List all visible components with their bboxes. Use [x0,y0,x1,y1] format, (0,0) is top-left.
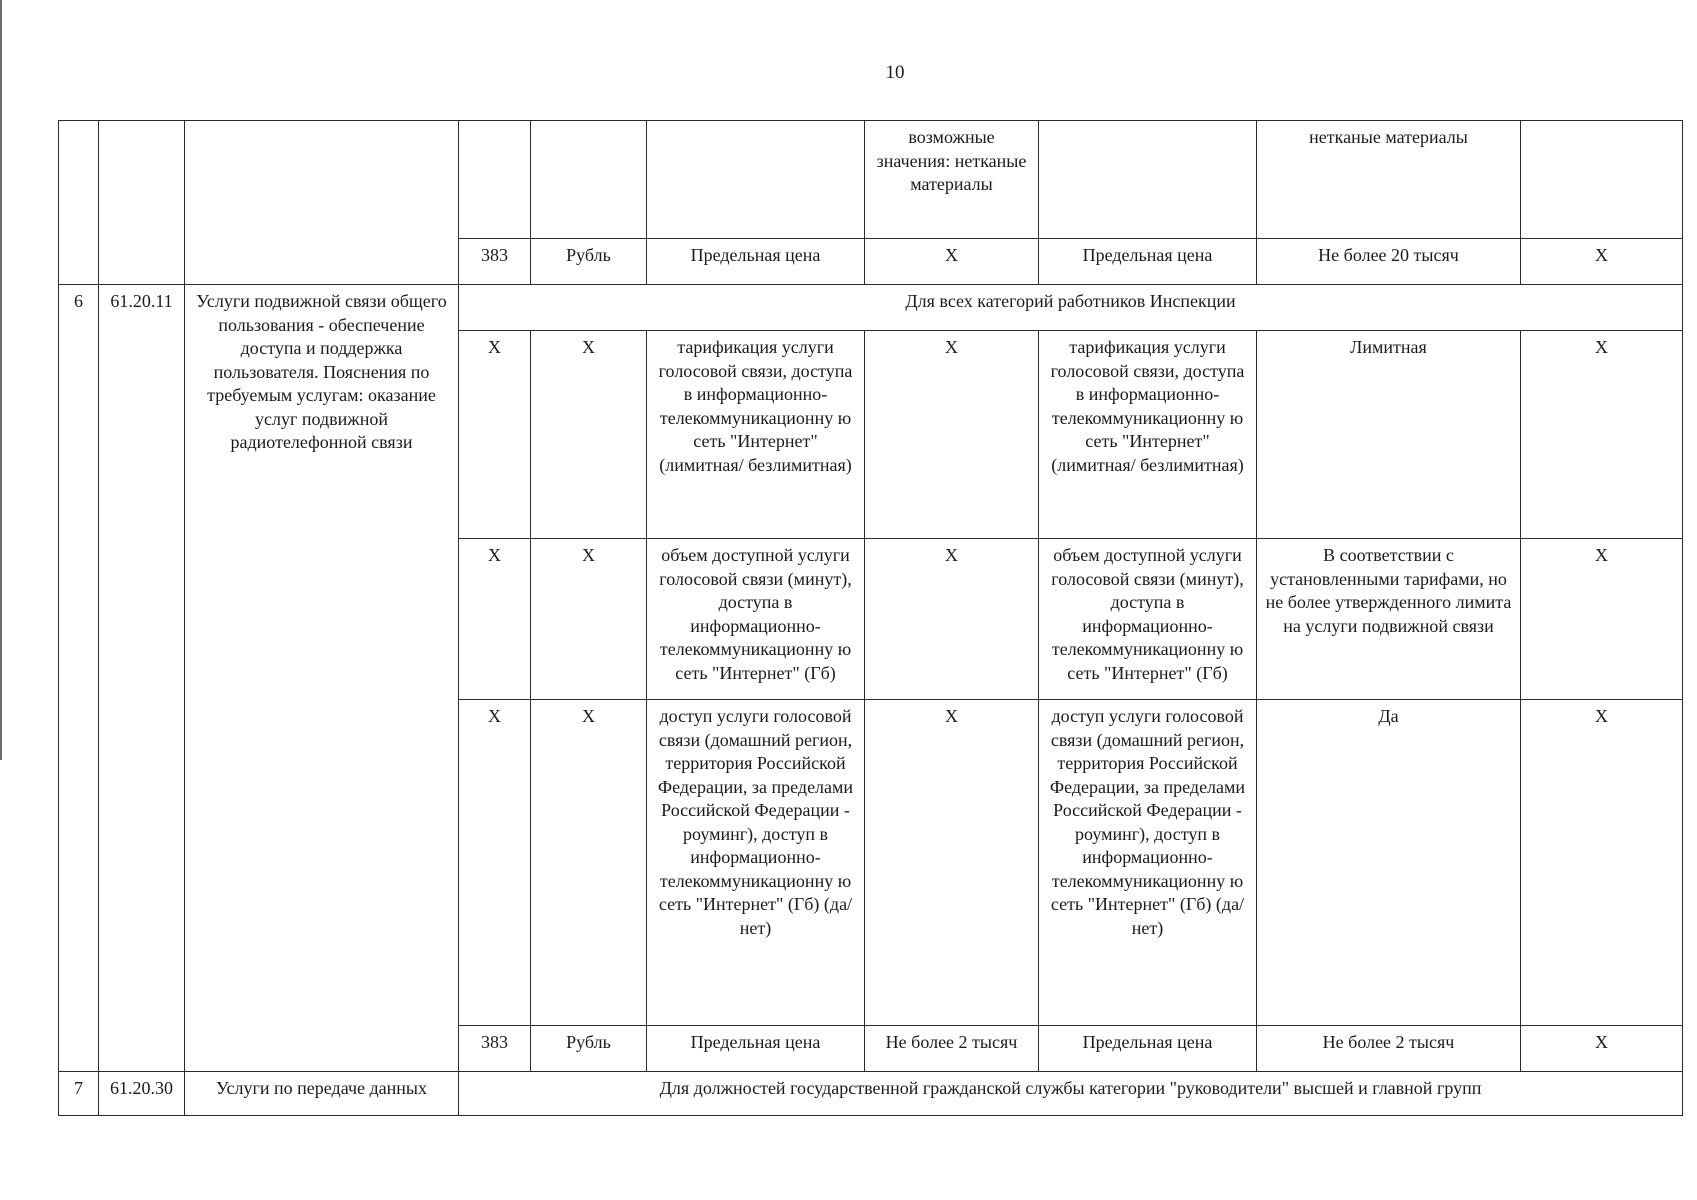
cell-value: Не более 2 тысяч [865,1026,1039,1072]
cell-value-cont: нетканые материалы [1257,121,1521,239]
cell-okei-code: 383 [459,1026,531,1072]
cell-item-name-cont [185,700,459,1072]
cell-okei-code: X [459,331,531,539]
cell-char-cont [647,121,865,239]
cell-value: Да [1257,700,1521,1026]
cell-num-cont [59,121,99,285]
table-row-item-7 [59,1072,1683,1116]
cell-okei-unit: Рубль [531,239,647,285]
requirements-table [58,120,1683,1116]
cell-char-values-cont: возможные значения: нетканые материалы [865,121,1039,239]
cell-code-cont [459,121,531,239]
cell-name-cont [185,121,459,285]
cell-characteristic: доступ услуги голосовой связи (домашний регион, территория Российской Федерации, за пределами Российской Федерации - роуминг), доступ в информационно-телекоммуникационну ю сеть "Интернет" (Гб) (да/нет) [1039,700,1257,1026]
cell-item-name: Услуги подвижной связи общего пользования - обеспечение доступа и поддержка пользователя. Пояснения по требуемым услугам: оказание услуг подвижной радиотелефонной связи [185,285,459,700]
cell-okei-code: X [459,700,531,1026]
cell-value: X [1521,700,1683,1026]
cell-value: В соответствии с установленными тарифами, но не более утвержденного лимита на услуги подвижной связи [1257,539,1521,700]
cell-characteristic: Предельная цена [647,1026,865,1072]
cell-okei-unit: X [531,700,647,1026]
table-row-continuation [59,121,1683,239]
cell-char2-cont [1039,121,1257,239]
cell-okpd-cont [99,121,185,285]
cell-okei-unit: Рубль [531,1026,647,1072]
cell-item-number: 6 [59,285,99,700]
cell-category: Для должностей государственной гражданской службы категории "руководители" высшей и главной групп [459,1072,1683,1116]
cell-unit-cont [531,121,647,239]
cell-okei-unit: X [531,539,647,700]
cell-characteristic: Предельная цена [1039,1026,1257,1072]
cell-value: Не более 2 тысяч [1257,1026,1521,1072]
cell-characteristic: Предельная цена [647,239,865,285]
scan-edge-shadow [0,0,2,760]
cell-characteristic: Предельная цена [1039,239,1257,285]
cell-characteristic: объем доступной услуги голосовой связи (минут), доступа в информационно-телекоммуникационну ю сеть "Интернет" (Гб) [647,539,865,700]
cell-characteristic: доступ услуги голосовой связи (домашний регион, территория Российской Федерации, за пределами Российской Федерации - роуминг), доступ в информационно-телекоммуникационну ю сеть "Интернет" (Гб) (да/нет) [647,700,865,1026]
cell-characteristic: объем доступной услуги голосовой связи (минут), доступа в информационно-телекоммуникационну ю сеть "Интернет" (Гб) [1039,539,1257,700]
cell-okpd-code: 61.20.11 [99,285,185,700]
cell-value: Лимитная [1257,331,1521,539]
cell-value: X [865,539,1039,700]
cell-value: X [865,700,1039,1026]
cell-characteristic: тарификация услуги голосовой связи, доступа в информационно-телекоммуникационну ю сеть "Интернет" (лимитная/ безлимитная) [1039,331,1257,539]
cell-okpd-code: 61.20.30 [99,1072,185,1116]
cell-okpd-code-cont [99,700,185,1072]
cell-okei-code: X [459,539,531,700]
cell-item-number-cont [59,700,99,1072]
cell-value: X [1521,1026,1683,1072]
cell-value: X [1521,239,1683,285]
cell-value: Не более 20 тысяч [1257,239,1521,285]
cell-value: X [1521,331,1683,539]
cell-okei-code: 383 [459,239,531,285]
cell-value: X [1521,539,1683,700]
cell-item-name: Услуги по передаче данных [185,1072,459,1116]
cell-value: X [865,331,1039,539]
table-row-item-6 [59,285,1683,331]
cell-okei-unit: X [531,331,647,539]
table-row [59,700,1683,1026]
cell-characteristic: тарификация услуги голосовой связи, доступа в информационно-телекоммуникационну ю сеть "Интернет" (лимитная/ безлимитная) [647,331,865,539]
cell-value: X [865,239,1039,285]
cell-item-number: 7 [59,1072,99,1116]
cell-x-cont [1521,121,1683,239]
page-number: 10 [885,62,905,83]
cell-category: Для всех категорий работников Инспекции [459,285,1683,331]
